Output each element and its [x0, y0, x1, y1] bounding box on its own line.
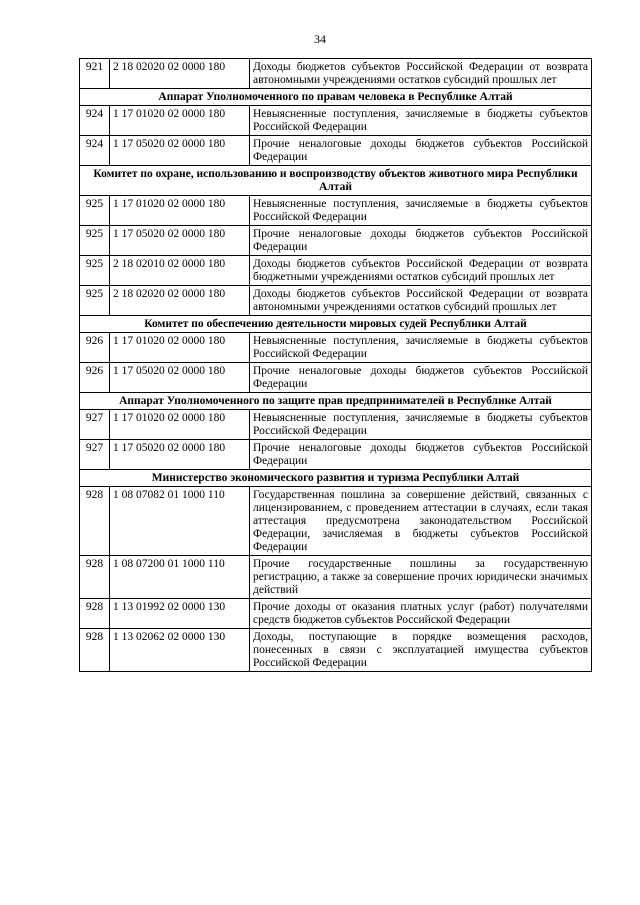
- admin-code-cell: 921: [80, 59, 110, 89]
- description-cell: Государственная пошлина за совершение действий, связанных с лицензированием, с проведением аттестации в случаях, если такая аттестация предусмотрена законодательством Российской Федерации, зачисляемая в бюджеты субъектов Российской Федерации: [250, 487, 592, 556]
- section-heading-row: [80, 166, 592, 196]
- admin-code-cell: 925: [80, 196, 110, 226]
- revenue-code-cell: 1 13 01992 02 0000 130: [110, 599, 250, 629]
- table-row: [80, 599, 592, 629]
- revenue-code-cell: 1 17 05020 02 0000 180: [110, 440, 250, 470]
- revenue-code-cell: 1 17 01020 02 0000 180: [110, 410, 250, 440]
- admin-code-cell: 924: [80, 136, 110, 166]
- description-cell: Прочие неналоговые доходы бюджетов субъектов Российской Федерации: [250, 226, 592, 256]
- table-row: [80, 410, 592, 440]
- revenue-code-cell: 2 18 02020 02 0000 180: [110, 59, 250, 89]
- admin-code-cell: 925: [80, 226, 110, 256]
- revenue-code-cell: 1 13 02062 02 0000 130: [110, 629, 250, 672]
- description-cell: Прочие доходы от оказания платных услуг (работ) получателями средств бюджетов субъектов Российской Федерации: [250, 599, 592, 629]
- revenue-code-cell: 1 17 05020 02 0000 180: [110, 226, 250, 256]
- admin-code-cell: 928: [80, 556, 110, 599]
- admin-code-cell: 924: [80, 106, 110, 136]
- description-cell: Прочие неналоговые доходы бюджетов субъектов Российской Федерации: [250, 363, 592, 393]
- revenue-code-cell: 2 18 02010 02 0000 180: [110, 256, 250, 286]
- admin-code-cell: 925: [80, 256, 110, 286]
- table-row: [80, 226, 592, 256]
- section-heading-row: [80, 470, 592, 487]
- revenue-code-cell: 1 17 01020 02 0000 180: [110, 196, 250, 226]
- admin-code-cell: 925: [80, 286, 110, 316]
- table-row: [80, 106, 592, 136]
- table-row: [80, 136, 592, 166]
- section-heading-row: [80, 316, 592, 333]
- table-row: [80, 363, 592, 393]
- section-heading-row: [80, 393, 592, 410]
- description-cell: Доходы бюджетов субъектов Российской Федерации от возврата бюджетными учреждениями остатков субсидий прошлых лет: [250, 256, 592, 286]
- table-row: [80, 333, 592, 363]
- description-cell: Доходы, поступающие в порядке возмещения расходов, понесенных в связи с эксплуатацией имущества субъектов Российской Федерации: [250, 629, 592, 672]
- admin-code-cell: 928: [80, 599, 110, 629]
- section-heading: Аппарат Уполномоченного по защите прав предпринимателей в Республике Алтай: [80, 393, 592, 410]
- description-cell: Доходы бюджетов субъектов Российской Федерации от возврата автономными учреждениями остатков субсидий прошлых лет: [250, 59, 592, 89]
- revenue-code-cell: 1 17 05020 02 0000 180: [110, 363, 250, 393]
- description-cell: Прочие государственные пошлины за государственную регистрацию, а также за совершение прочих юридически значимых действий: [250, 556, 592, 599]
- description-cell: Невыясненные поступления, зачисляемые в бюджеты субъектов Российской Федерации: [250, 333, 592, 363]
- page-number: 34: [314, 32, 326, 46]
- table-body: [80, 59, 592, 672]
- admin-code-cell: 928: [80, 487, 110, 556]
- description-cell: Невыясненные поступления, зачисляемые в бюджеты субъектов Российской Федерации: [250, 106, 592, 136]
- description-cell: Прочие неналоговые доходы бюджетов субъектов Российской Федерации: [250, 136, 592, 166]
- description-cell: Доходы бюджетов субъектов Российской Федерации от возврата автономными учреждениями остатков субсидий прошлых лет: [250, 286, 592, 316]
- description-cell: Невыясненные поступления, зачисляемые в бюджеты субъектов Российской Федерации: [250, 196, 592, 226]
- revenue-code-cell: 1 08 07082 01 1000 110: [110, 487, 250, 556]
- admin-code-cell: 928: [80, 629, 110, 672]
- section-heading-row: [80, 89, 592, 106]
- revenue-code-cell: 1 17 01020 02 0000 180: [110, 106, 250, 136]
- revenue-code-cell: 1 08 07200 01 1000 110: [110, 556, 250, 599]
- revenue-code-cell: 2 18 02020 02 0000 180: [110, 286, 250, 316]
- revenue-code-cell: 1 17 05020 02 0000 180: [110, 136, 250, 166]
- section-heading: Министерство экономического развития и туризма Республики Алтай: [80, 470, 592, 487]
- table-row: [80, 196, 592, 226]
- table-row: [80, 629, 592, 672]
- section-heading: Комитет по обеспечению деятельности мировых судей Республики Алтай: [80, 316, 592, 333]
- section-heading: Комитет по охране, использованию и воспроизводству объектов животного мира Республики Алтай: [80, 166, 592, 196]
- table-row: [80, 556, 592, 599]
- description-cell: Невыясненные поступления, зачисляемые в бюджеты субъектов Российской Федерации: [250, 410, 592, 440]
- section-heading: Аппарат Уполномоченного по правам человека в Республике Алтай: [80, 89, 592, 106]
- admin-code-cell: 926: [80, 333, 110, 363]
- revenue-classification-table: [79, 58, 592, 672]
- description-cell: Прочие неналоговые доходы бюджетов субъектов Российской Федерации: [250, 440, 592, 470]
- admin-code-cell: 927: [80, 410, 110, 440]
- admin-code-cell: 927: [80, 440, 110, 470]
- table-row: [80, 286, 592, 316]
- table-row: [80, 256, 592, 286]
- table-row: [80, 59, 592, 89]
- table-row: [80, 487, 592, 556]
- revenue-code-cell: 1 17 01020 02 0000 180: [110, 333, 250, 363]
- admin-code-cell: 926: [80, 363, 110, 393]
- table-row: [80, 440, 592, 470]
